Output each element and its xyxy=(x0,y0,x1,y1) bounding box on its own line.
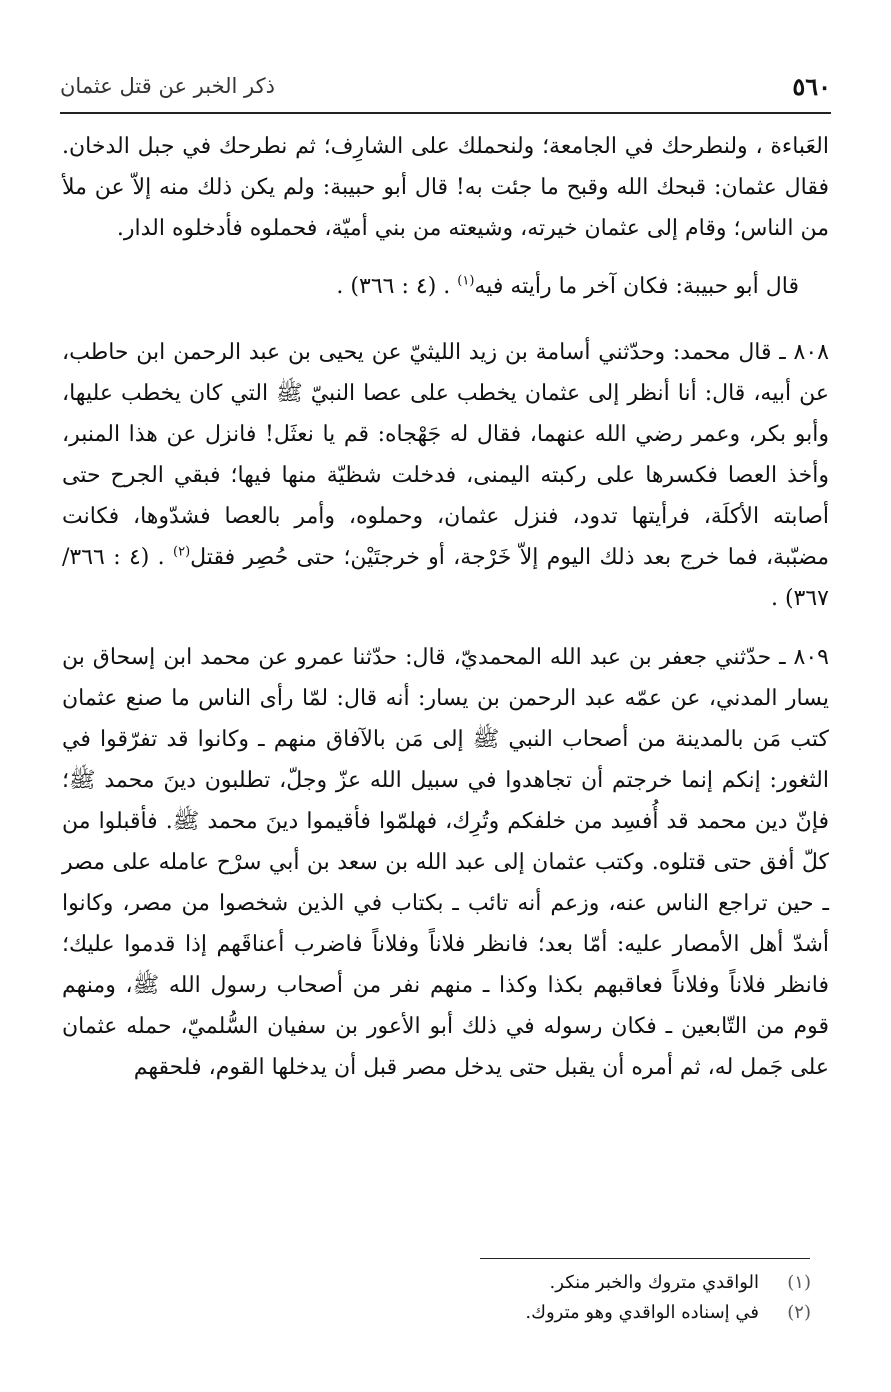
footnote-text: الواقدي متروك والخبر منكر. xyxy=(549,1272,759,1293)
running-title: ذكر الخبر عن قتل عثمان xyxy=(60,74,275,98)
footnote-rule xyxy=(480,1258,810,1259)
citation: . (٤ : ٣٦٦/ ٣٦٧) . xyxy=(62,545,829,611)
footnote-2 xyxy=(62,1298,811,1328)
paragraph-text: ٨٠٨ ـ قال محمد: وحدّثني أسامة بن زيد الليثيّ عن يحيى بن عبد الرحمن ابن حاطب، عن أبيه، قال: أنا أنظر إلى عثمان يخطب على عصا النبيّ ﷺ التي كان يخطب عليها، وأبو بكر، وعمر رضي الله عنهما، فقال له جَهْجاه: قم يا نعثَل! فانزل عن هذا المنبر، وأخذ العصا فكسرها على ركبته اليمنى، فدخلت شظيّة منها فيها؛ فبقي الجرح حتى أصابته الأكلَة، فرأيتها تدود، فنزل عثمان، وحملوه، وأمر بالعصا فشدّوها، فكانت مضبّبة، فما خرج بعد ذلك اليوم إلاّ خَرْجة، أو خرجتَيْن؛ حتى حُصِر فقتل xyxy=(62,340,829,570)
paragraph-text: قال أبو حبيبة: فكان آخر ما رأيته فيه xyxy=(474,274,799,299)
paragraph-808 xyxy=(62,332,829,619)
footnotes xyxy=(62,1268,811,1328)
paragraph-continued: العَباءة ، ولنطرحك في الجامعة؛ ولنحملك على الشارِف؛ ثم نطرحك في جبل الدخان. فقال عثمان: قبحك الله وقبح ما جئت به! قال أبو حبيبة: ولم يكن ذلك منه إلاّ عن ملأ من الناس؛ وقام إلى عثمان خيرته، وشيعته من بني أميّة، فحملوه فأدخلوه الدار. xyxy=(62,134,829,241)
footnote-1 xyxy=(62,1268,811,1298)
paragraph-abu-habiba xyxy=(62,266,829,307)
footnote-marker: (٢) xyxy=(787,1302,811,1323)
footnote-ref-2[interactable]: (٢) xyxy=(173,544,191,560)
main-text xyxy=(62,126,829,1088)
header-rule xyxy=(60,112,831,114)
page-number: ٥٦٠ xyxy=(792,71,831,101)
footnote-ref-1[interactable]: (١) xyxy=(457,273,475,289)
paragraph-809: ٨٠٩ ـ حدّثني جعفر بن عبد الله المحمديّ، قال: حدّثنا عمرو عن محمد ابن إسحاق بن يسار المدني، عن عمّه عبد الرحمن بن يسار: أنه قال: لمّا رأى الناس ما صنع عثمان كتب مَن بالمدينة من أصحاب النبي ﷺ إلى مَن بالآفاق منهم ـ وكانوا قد تفرّقوا في الثغور: إنكم إنما خرجتم أن تجاهدوا في سبيل الله عزّ وجلّ، تطلبون دينَ محمد ﷺ؛ فإنّ دين محمد قد أُفسِد من خلفكم وتُرِك، فهلمّوا فأقيموا دينَ محمد ﷺ. فأقبلوا من كلّ أفق حتى قتلوه. وكتب عثمان إلى عبد الله بن سعد بن أبي سرْح عامله على مصر ـ حين تراجع الناس عنه، وزعم أنه تائب ـ بكتاب في الذين شخصوا من مصر، وكانوا أشدّ أهل الأمصار عليه: أمّا بعد؛ فانظر فلاناً وفلاناً فاضرب أعناقَهم إذا قدموا عليك؛ فانظر فلاناً وفلاناً فعاقبهم بكذا وكذا ـ منهم نفر من أصحاب رسول الله ﷺ، ومنهم قوم من التّابعين ـ فكان رسوله في ذلك أبو الأعور بن سفيان السُّلميّ، حمله عثمان على جَمل له، ثم أمره أن يقبل حتى يدخل مصر قبل أن يدخلها القوم، فلحقهم xyxy=(62,645,829,1080)
citation: . (٤ : ٣٦٦) . xyxy=(336,274,451,299)
footnote-marker: (١) xyxy=(787,1272,811,1293)
footnote-text: في إسناده الواقدي وهو متروك. xyxy=(525,1302,759,1323)
page-header xyxy=(60,66,831,106)
